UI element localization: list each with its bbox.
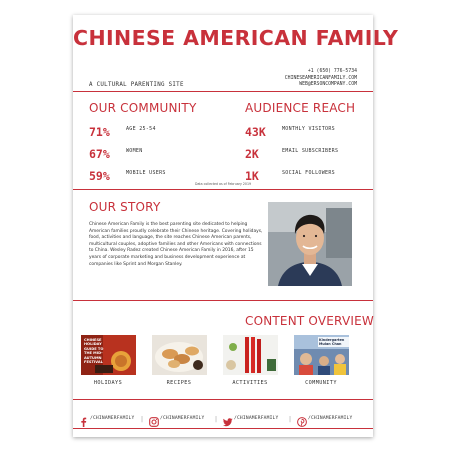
media-kit-page bbox=[73, 15, 399, 437]
facebook-icon bbox=[79, 417, 88, 427]
stat-value: 1K bbox=[245, 169, 259, 183]
instagram-handle: /CHINAMERFAMILY bbox=[160, 416, 205, 421]
twitter-link[interactable] bbox=[223, 414, 279, 424]
divider bbox=[73, 300, 373, 301]
separator: | bbox=[289, 416, 292, 423]
website-link[interactable]: CHINESEAMERICANFAMILY.COM bbox=[284, 75, 357, 81]
stat-value: 2K bbox=[245, 147, 259, 161]
page-title: CHINESE AMERICAN FAMILY bbox=[73, 26, 399, 50]
founder-portrait bbox=[268, 202, 352, 286]
stat-value: 43K bbox=[245, 125, 266, 139]
community-title: OUR COMMUNITY bbox=[89, 101, 197, 115]
community-thumbnail[interactable] bbox=[294, 335, 349, 375]
community-stat bbox=[89, 145, 143, 163]
divider bbox=[73, 91, 373, 92]
reach-stat bbox=[245, 145, 339, 163]
instagram-link[interactable] bbox=[149, 414, 205, 424]
pinterest-handle: /CHINAMERFAMILY bbox=[308, 416, 353, 421]
stat-label: EMAIL SUBSCRIBERS bbox=[282, 148, 339, 154]
activities-thumbnail[interactable] bbox=[223, 335, 278, 375]
holidays-overlay-text: CHINESE HOLIDAY GUIDE TO THE MID-AUTUMN FESTIVAL bbox=[84, 338, 104, 365]
stat-label: MOBILE USERS bbox=[126, 170, 166, 176]
stat-label: WOMEN bbox=[126, 148, 143, 154]
activities-label[interactable]: ACTIVITIES bbox=[232, 380, 268, 386]
separator: | bbox=[215, 416, 218, 423]
holidays-thumbnail[interactable] bbox=[81, 335, 136, 375]
divider bbox=[73, 189, 373, 190]
stat-label: MONTHLY VISITORS bbox=[282, 126, 335, 132]
divider bbox=[73, 428, 373, 429]
story-text: Chinese American Family is the best parenting site dedicated to helping American families proudly celebrate their Chinese heritage. Covering holidays, food, activities and language, the site reaches Chinese American parents, multicultural couples, adoptive families and other Americans with connections to China. Wesley Radez created Chinese American Family in 2016, after 15 years of corporate marketing and business development experience at companies like Sprint and Morgan Stanley. bbox=[89, 222, 263, 267]
email-link[interactable]: WEB@ERSONCOMPANY.COM bbox=[299, 82, 357, 88]
instagram-icon bbox=[149, 417, 159, 427]
content-title: CONTENT OVERVIEW bbox=[245, 314, 374, 328]
community-stat bbox=[89, 123, 156, 141]
story-title: OUR STORY bbox=[89, 200, 161, 214]
separator: | bbox=[141, 416, 144, 423]
community-label[interactable]: COMMUNITY bbox=[305, 380, 337, 386]
pinterest-link[interactable] bbox=[297, 414, 353, 424]
pinterest-icon bbox=[297, 417, 307, 427]
stat-value: 67% bbox=[89, 147, 110, 161]
twitter-icon bbox=[223, 417, 233, 427]
social-links bbox=[73, 414, 373, 424]
recipes-label[interactable]: RECIPES bbox=[166, 380, 192, 386]
reach-stat bbox=[245, 123, 335, 141]
stat-label: SOCIAL FOLLOWERS bbox=[282, 170, 335, 176]
divider bbox=[73, 399, 373, 400]
facebook-handle: /CHINAMERFAMILY bbox=[90, 416, 135, 421]
twitter-handle: /CHINAMERFAMILY bbox=[234, 416, 279, 421]
recipes-thumbnail[interactable] bbox=[152, 335, 207, 375]
contact-block bbox=[285, 69, 357, 89]
stat-value: 71% bbox=[89, 125, 110, 139]
reach-title: AUDIENCE REACH bbox=[245, 101, 356, 115]
stat-label: AGE 25-54 bbox=[126, 126, 156, 132]
stats-footnote: Data collected as of February 2019 bbox=[194, 182, 252, 186]
facebook-link[interactable] bbox=[79, 414, 135, 424]
stat-value: 59% bbox=[89, 169, 110, 183]
phone-number: +1 (650) 776-5734 bbox=[307, 69, 357, 74]
holidays-label[interactable]: HOLIDAYS bbox=[93, 380, 123, 386]
community-overlay-text: Kindergarten Mulan Chan bbox=[318, 337, 349, 347]
tagline: A CULTURAL PARENTING SITE bbox=[89, 82, 184, 88]
